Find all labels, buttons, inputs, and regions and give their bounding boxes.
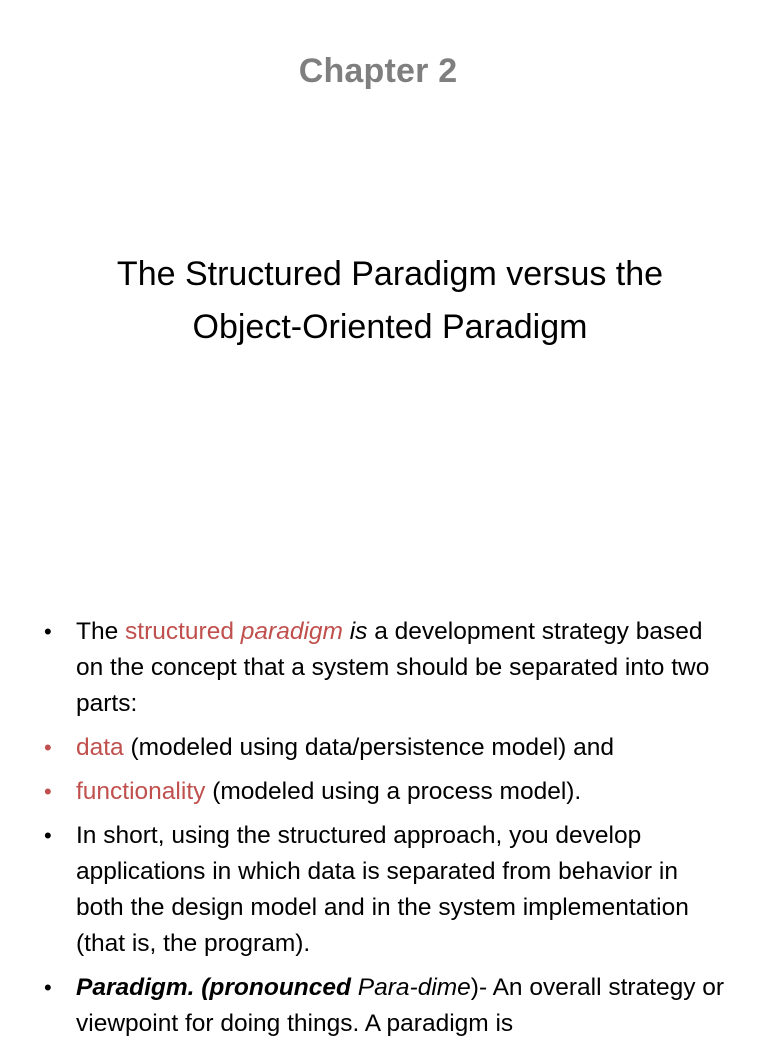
bullet-data <box>0 730 768 766</box>
term-paradigm: paradigm <box>240 618 343 645</box>
term-structured: structured <box>125 618 241 645</box>
bullet-text: The <box>76 618 126 645</box>
term-para-dime: Para-dime <box>357 974 471 1001</box>
bullet-dot-icon: • <box>44 619 52 644</box>
bullet-text: In short, using the structured approach, you develop applications in which data is separated from behavior in both the design model and in the system implementation (that is, the program). <box>76 822 689 957</box>
term-data: data <box>76 734 124 761</box>
bullet-dot-icon: • <box>44 975 52 1000</box>
bullet-dot-icon: • <box>44 735 52 760</box>
bullet-text: (modeled using a process model). <box>205 778 582 805</box>
term-functionality: functionality <box>76 778 206 805</box>
slide-title <box>20 248 760 354</box>
bullet-functionality <box>0 774 768 810</box>
bullet-paradigm-definition <box>0 970 768 1042</box>
bullet-text: (modeled using data/persistence model) and <box>123 734 614 761</box>
bullet-text: )- An overall strategy or viewpoint for doing things. A paradigm is <box>76 974 725 1037</box>
bullet-dot-icon: • <box>44 779 52 804</box>
bullet-structured-paradigm <box>0 614 768 722</box>
bullet-list <box>0 614 768 1050</box>
chapter-heading: Chapter 2 <box>298 52 458 90</box>
bullet-text: a development strategy based on the concept that a system should be separated into two parts: <box>76 618 710 717</box>
slide-title-line-1: The Structured Paradigm versus the <box>116 255 664 293</box>
term-is: is <box>349 618 368 645</box>
bullet-in-short <box>0 818 768 962</box>
term-paradigm-pronounced: Paradigm. (pronounced <box>76 974 358 1001</box>
bullet-dot-icon: • <box>44 823 52 848</box>
slide-title-line-2: Object-Oriented Paradigm <box>192 308 588 346</box>
bullet-text <box>343 618 350 645</box>
